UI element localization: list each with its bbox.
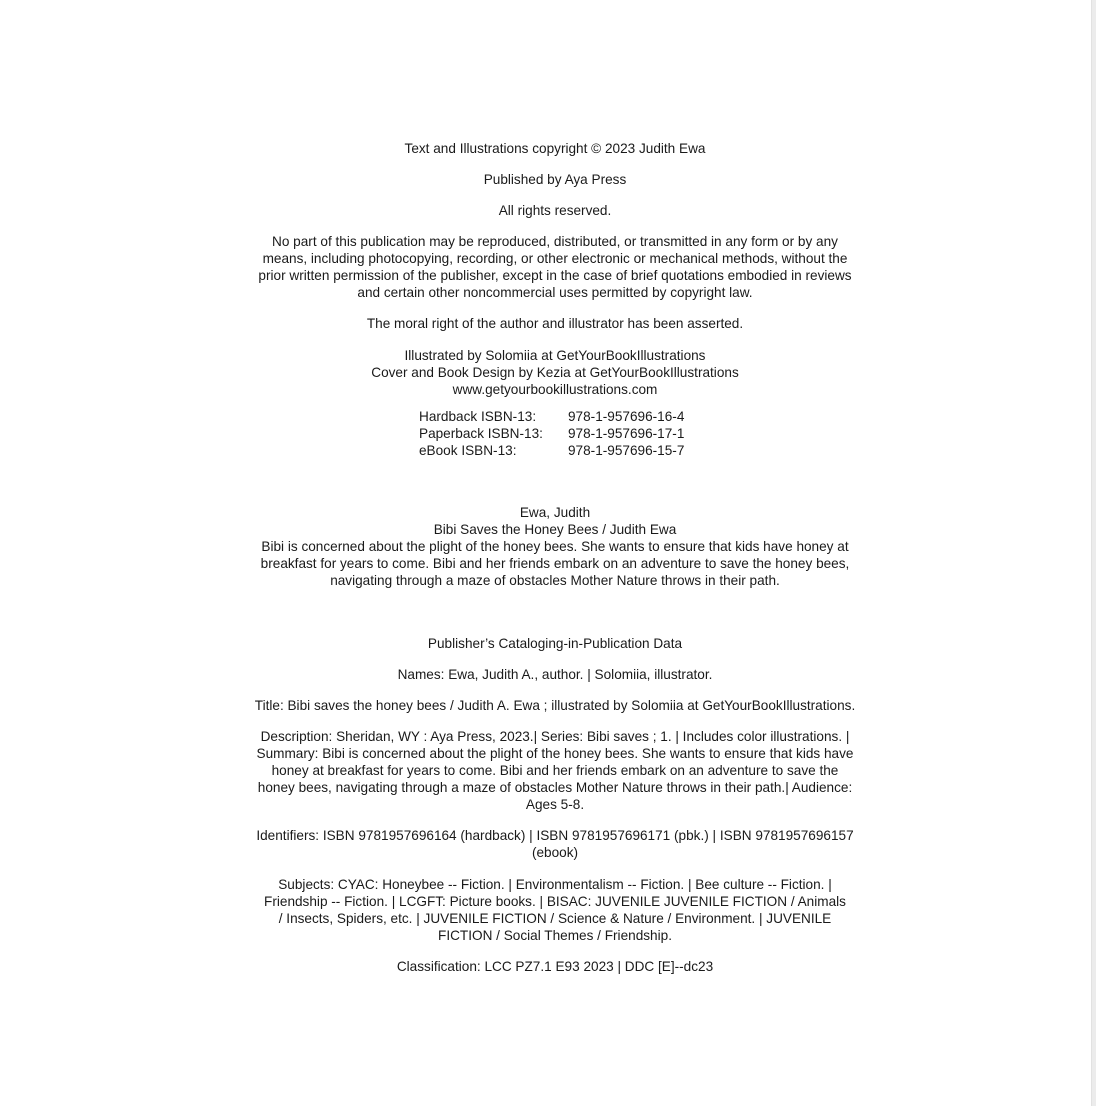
isbn-label: Paperback ISBN-13: xyxy=(419,426,543,441)
website-credit: www.getyourbookillustrations.com xyxy=(452,382,658,397)
isbn-label: eBook ISBN-13: xyxy=(419,443,517,458)
rights-line: All rights reserved. xyxy=(498,203,612,218)
cip-heading: Publisher’s Cataloging-in-Publication Data xyxy=(427,636,683,651)
cip-description: Description: Sheridan, WY : Aya Press, 2023.| Series: Bibi saves ; 1. | Includes color illustrations. | Summary: Bibi is concerned about the plight of the honey bees. She wants to ensure that kids have honey at breakfast for years to come. Bibi and her friends embark on an adventure to save the honey bees, navigating through a maze of obstacles Mother Nature throws in their path.| Audience: Ages 5-8. xyxy=(256,729,854,812)
isbn-row xyxy=(419,408,684,425)
isbn-value: 978-1-957696-17-1 xyxy=(568,426,685,441)
summary-description: Bibi is concerned about the plight of the honey bees. She wants to ensure that kids have honey at breakfast for years to come. Bibi and her friends embark on an adventure to save the honey bees, navigating through a maze of obstacles Mother Nature throws in their path. xyxy=(260,539,850,588)
copyright-line: Text and Illustrations copyright © 2023 Judith Ewa xyxy=(404,141,706,156)
cip-identifiers: Identifiers: ISBN 9781957696164 (hardback) | ISBN 9781957696171 (pbk.) | ISBN 9781957696157 (ebook) xyxy=(256,828,854,860)
cip-subjects: Subjects: CYAC: Honeybee -- Fiction. | Environmentalism -- Fiction. | Bee culture -- Fiction. | Friendship -- Fiction. | LCGFT: Picture books. | BISAC: JUVENILE JUVENILE FICTION / Animals / Insects, Spiders, etc. | JUVENILE FICTION / Science & Nature / Environment. | JUVENILE FICTION / Social Themes / Friendship. xyxy=(264,877,846,943)
isbn-value: 978-1-957696-16-4 xyxy=(568,409,685,424)
cip-title: Title: Bibi saves the honey bees / Judith A. Ewa ; illustrated by Solomiia at GetYourBookIllustrations. xyxy=(254,698,856,713)
summary-author: Ewa, Judith xyxy=(519,505,591,520)
cip-classification: Classification: LCC PZ7.1 E93 2023 | DDC [E]--dc23 xyxy=(396,959,714,974)
page-edge xyxy=(1091,0,1096,1106)
isbn-value: 978-1-957696-15-7 xyxy=(568,443,685,458)
cip-names: Names: Ewa, Judith A., author. | Solomiia, illustrator. xyxy=(397,667,713,682)
illustrator-credit: Illustrated by Solomiia at GetYourBookIllustrations xyxy=(404,348,706,363)
isbn-row xyxy=(419,442,684,459)
isbn-table xyxy=(419,408,684,459)
summary-title: Bibi Saves the Honey Bees / Judith Ewa xyxy=(433,522,677,537)
isbn-label: Hardback ISBN-13: xyxy=(419,409,537,424)
isbn-row xyxy=(419,425,684,442)
design-credit: Cover and Book Design by Kezia at GetYourBookIllustrations xyxy=(371,365,739,380)
publisher-line: Published by Aya Press xyxy=(483,172,627,187)
moral-right-line: The moral right of the author and illustrator has been asserted. xyxy=(366,316,744,331)
reproduction-notice: No part of this publication may be reproduced, distributed, or transmitted in any form or by any means, including photocopying, recording, or other electronic or mechanical methods, without the prior written permission of the publisher, except in the case of brief quotations embodied in reviews and certain other noncommercial uses permitted by copyright law. xyxy=(258,234,852,300)
